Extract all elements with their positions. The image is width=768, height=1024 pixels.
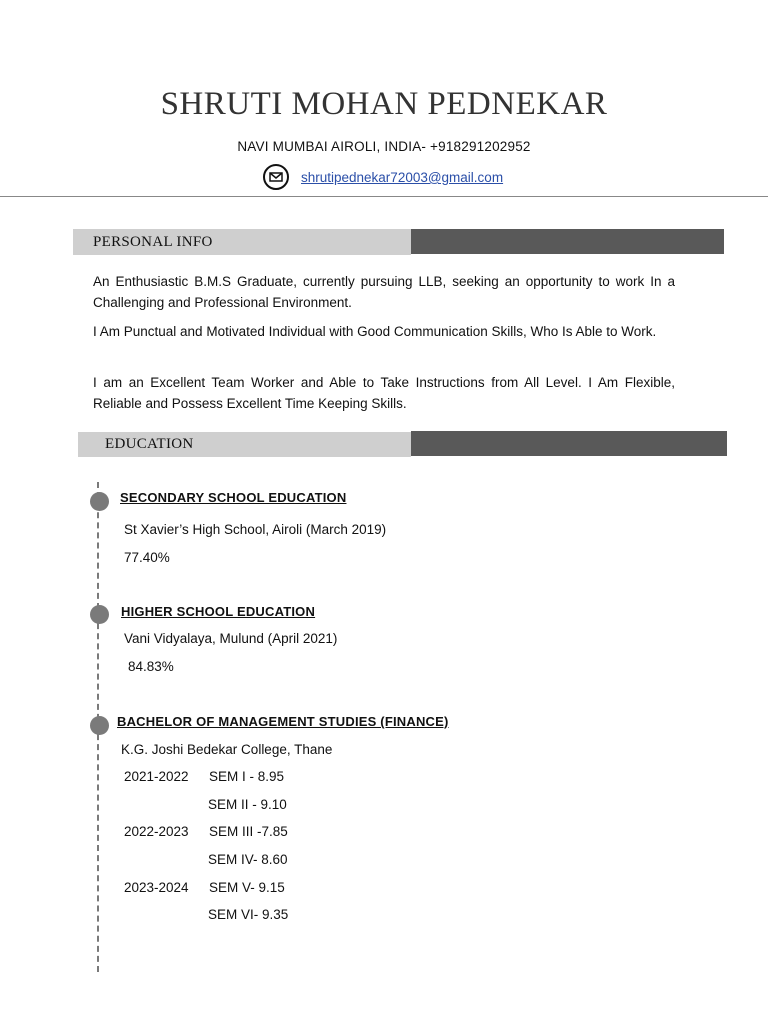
bachelor-sem: SEM II - 9.10: [208, 797, 287, 812]
personal-paragraph-2: I Am Punctual and Motivated Individual with Good Communication Skills, Who Is Able to Work.: [93, 324, 657, 339]
bachelor-sem: SEM III -7.85: [209, 824, 288, 839]
personal-paragraph-3: I am an Excellent Team Worker and Able to Take Instructions from All Level. I Am Flexible, Reliable and Possess Excellent Time Keeping Skills.: [93, 375, 675, 411]
personal-info-header-accent: [411, 229, 724, 254]
bachelor-sem: SEM V- 9.15: [209, 880, 285, 895]
header-divider: [0, 196, 768, 197]
bachelor-heading: BACHELOR OF MANAGEMENT STUDIES (FINANCE): [117, 714, 449, 729]
bachelor-year: 2023-2024: [124, 880, 189, 895]
education-header-accent: [411, 431, 727, 456]
timeline-dot: [90, 716, 109, 735]
candidate-name: SHRUTI MOHAN PEDNEKAR: [160, 86, 608, 122]
contact-line: NAVI MUMBAI AIROLI, INDIA- +918291202952: [237, 139, 531, 154]
bachelor-year: 2022-2023: [124, 824, 189, 839]
bachelor-sem: SEM I - 8.95: [209, 769, 285, 784]
timeline-dot: [90, 605, 109, 624]
envelope-icon: [263, 164, 289, 190]
personal-info-title: PERSONAL INFO: [93, 234, 213, 250]
bachelor-year: 2021-2022: [124, 769, 189, 784]
secondary-school: St Xavier’s High School, Airoli (March 2019): [124, 522, 387, 537]
email-link[interactable]: shrutipednekar72003@gmail.com: [301, 170, 504, 185]
secondary-education-heading: SECONDARY SCHOOL EDUCATION: [120, 490, 347, 505]
timeline-dot: [90, 492, 109, 511]
higher-school: Vani Vidyalaya, Mulund (April 2021): [124, 631, 338, 646]
bachelor-college: K.G. Joshi Bedekar College, Thane: [121, 742, 333, 757]
bachelor-sem: SEM VI- 9.35: [208, 907, 289, 922]
higher-score: 84.83%: [128, 659, 174, 674]
education-title: EDUCATION: [105, 436, 194, 452]
personal-paragraph-1: An Enthusiastic B.M.S Graduate, currently pursuing LLB, seeking an opportunity to work In a Challenging and Professional Environment.: [93, 274, 675, 310]
higher-education-heading: HIGHER SCHOOL EDUCATION: [121, 604, 316, 619]
secondary-score: 77.40%: [124, 550, 170, 565]
bachelor-sem: SEM IV- 8.60: [208, 852, 288, 867]
